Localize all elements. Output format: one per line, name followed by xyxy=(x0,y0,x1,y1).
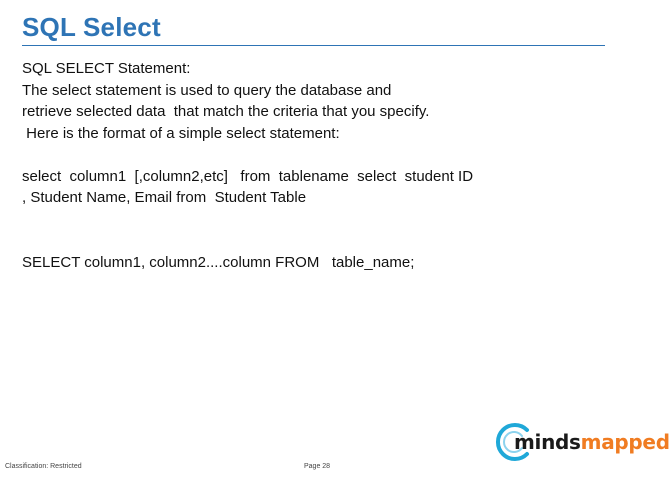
footer-page-number: Page 28 xyxy=(304,463,331,470)
body-line: The select statement is used to query the database and xyxy=(22,81,392,99)
logo-text-dark: minds xyxy=(514,430,581,454)
footer-classification: Classification: Restricted xyxy=(5,463,82,470)
body-line: retrieve selected data that match the criteria that you specify. xyxy=(22,103,430,120)
title-underline xyxy=(22,45,605,46)
logo-text-accent: mapped xyxy=(580,430,670,454)
mindsmapped-logo xyxy=(496,418,670,470)
body-line: SELECT column1, column2....column FROM table_name; xyxy=(22,253,415,271)
body-line: , Student Name, Email from Student Table xyxy=(22,189,307,206)
body-line: select column1 [,column2,etc] from tablename select student ID xyxy=(22,167,474,185)
spacer xyxy=(22,209,622,252)
spacer xyxy=(22,144,622,166)
logo-wordmark xyxy=(514,430,670,454)
slide-body xyxy=(22,58,622,273)
body-line: Here is the format of a simple select statement: xyxy=(22,124,340,142)
body-line: SQL SELECT Statement: xyxy=(22,60,191,77)
slide-title: SQL Select xyxy=(22,12,161,42)
